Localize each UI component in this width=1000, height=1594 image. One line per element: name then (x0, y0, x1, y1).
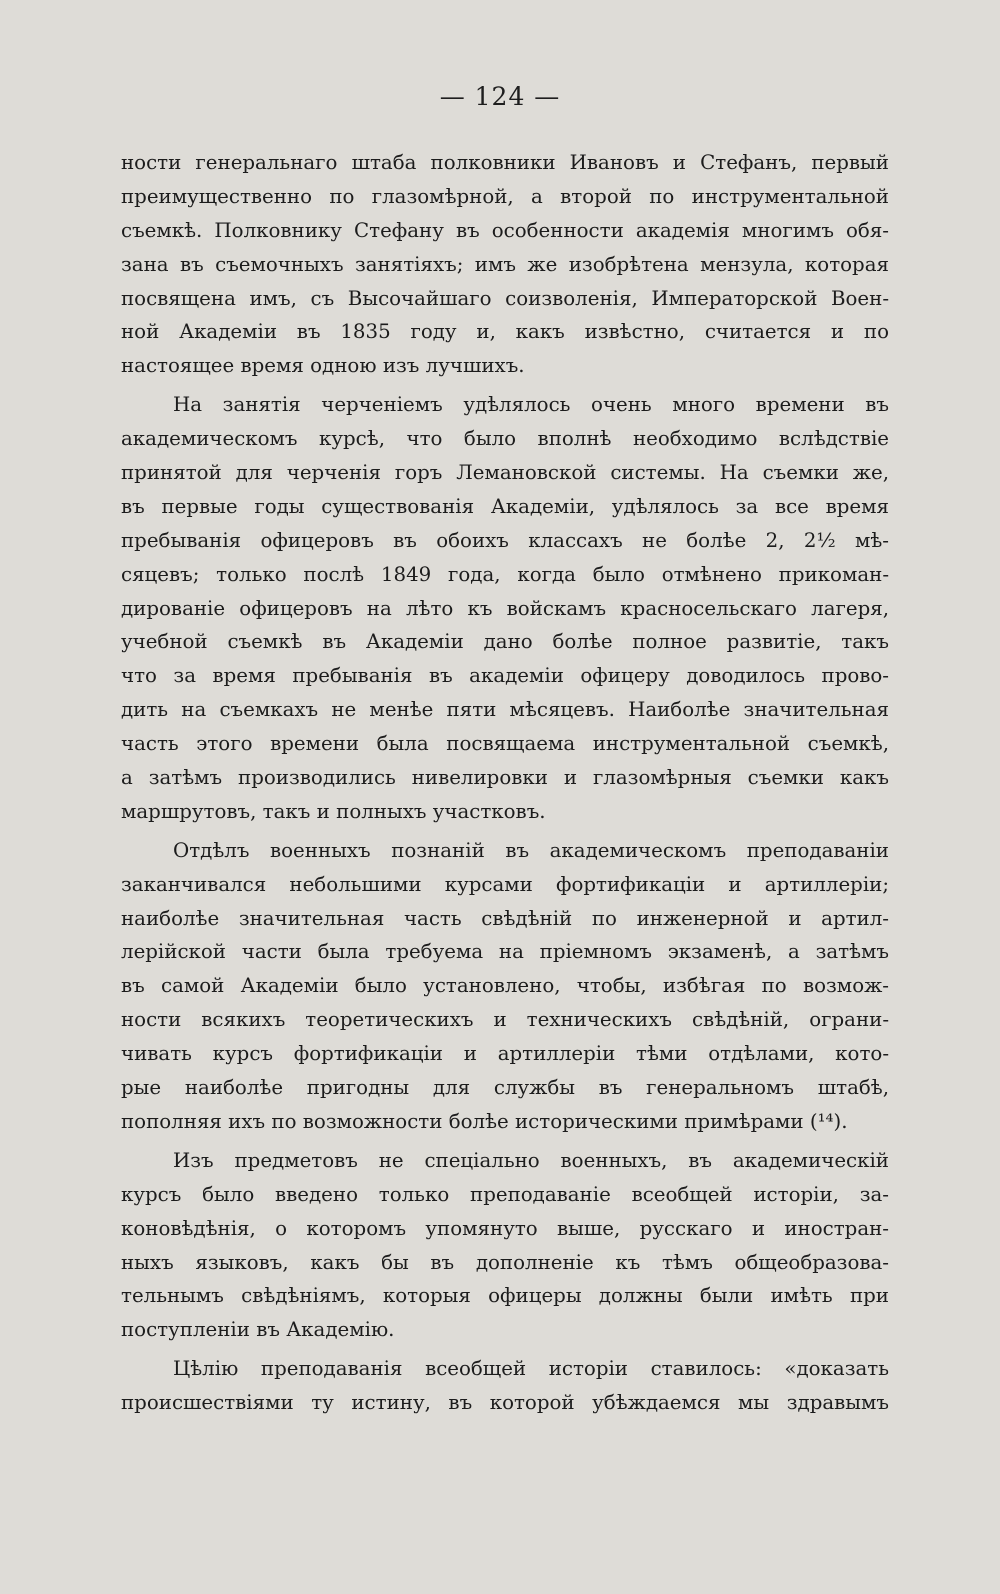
text-line: заканчивался небольшими курсами фортификаціи и артиллеріи; (121, 872, 889, 896)
text-line: принятой для черченія горъ Лемановской системы. На съемки же, (121, 461, 889, 485)
body-text (121, 146, 889, 1420)
text-line: Отдѣлъ военныхъ познаній въ академическомъ преподаваніи (173, 838, 889, 862)
text-line: маршрутовъ, такъ и полныхъ участковъ. (121, 799, 546, 823)
text-line: чивать курсъ фортификаціи и артиллеріи тѣми отдѣлами, кото- (121, 1042, 889, 1066)
text-line: На занятія черченіемъ удѣлялось очень много времени въ (173, 393, 889, 417)
text-line: ности всякихъ теоретическихъ и техническихъ свѣдѣній, ограни- (121, 1008, 889, 1032)
text-line: ности генеральнаго штаба полковники Ивановъ и Стефанъ, первый (121, 151, 889, 174)
text-line: въ первые годы существованія Академіи, удѣлялось за все время (121, 494, 889, 518)
text-line: Изъ предметовъ не спеціально военныхъ, въ академическій (173, 1148, 889, 1172)
paragraph (121, 388, 889, 829)
text-line: сяцевъ; только послѣ 1849 года, когда было отмѣнено прикоман- (121, 562, 889, 586)
text-line: съемкѣ. Полковнику Стефану въ особенности академія многимъ обя- (121, 218, 889, 242)
text-line: настоящее время одною изъ лучшихъ. (121, 354, 525, 378)
page-number: — 124 — (439, 82, 561, 111)
text-line: лерійской части была требуема на пріемномъ экзаменѣ, а затѣмъ (121, 940, 889, 964)
text-line: что за время пребыванія въ академіи офицеру доводилось прово- (121, 664, 889, 688)
text-line: курсъ было введено только преподаваніе всеобщей исторіи, за- (121, 1182, 889, 1206)
text-line: ной Академіи въ 1835 году и, какъ извѣстно, считается и по (121, 320, 889, 344)
text-line: а затѣмъ производились нивелировки и глазомѣрныя съемки какъ (121, 766, 889, 790)
text-line: тельнымъ свѣдѣніямъ, которыя офицеры должны были имѣть при (121, 1284, 889, 1308)
paragraph (121, 1352, 889, 1420)
text-line: происшествіями ту истину, въ которой убѣждаемся мы здравымъ (121, 1391, 889, 1415)
paragraph (121, 146, 889, 383)
text-line: пребыванія офицеровъ въ обоихъ классахъ не болѣе 2, 2½ мѣ- (121, 528, 889, 552)
text-line: ныхъ языковъ, какъ бы въ дополненіе къ тѣмъ общеобразова- (121, 1250, 889, 1274)
text-line: въ самой Академіи было установлено, чтобы, избѣгая по возмож- (121, 974, 889, 998)
text-line: поступленіи въ Академію. (121, 1318, 395, 1342)
text-line: наиболѣе значительная часть свѣдѣній по инженерной и артил- (121, 906, 889, 930)
text-line: преимущественно по глазомѣрной, а второй по инструментальной (121, 184, 889, 208)
text-line: зана въ съемочныхъ занятіяхъ; имъ же изобрѣтена мензула, которая (121, 252, 889, 276)
paragraph (121, 1144, 889, 1347)
text-line: коновѣдѣнія, о которомъ упомянуто выше, русскаго и иностран- (121, 1216, 889, 1240)
text-line: часть этого времени была посвящаема инструментальной съемкѣ, (121, 732, 889, 756)
text-line: посвящена имъ, съ Высочайшаго соизволенія, Императорской Воен- (121, 286, 889, 310)
text-line: пополняя ихъ по возможности болѣе историческими примѣрами (¹⁴). (121, 1109, 848, 1133)
text-line: учебной съемкѣ въ Академіи дано болѣе полное развитіе, такъ (121, 630, 889, 654)
text-line: академическомъ курсѣ, что было вполнѣ необходимо вслѣдствіе (121, 427, 889, 451)
paragraph (121, 834, 889, 1139)
text-line: дить на съемкахъ не менѣе пяти мѣсяцевъ. Наиболѣе значительная (121, 698, 889, 722)
text-line: Цѣлію преподаванія всеобщей исторіи ставилось: «доказать (173, 1357, 889, 1381)
text-line: дированіе офицеровъ на лѣто къ войскамъ красносельскаго лагеря, (121, 596, 889, 620)
text-line: рые наиболѣе пригодны для службы въ генеральномъ штабѣ, (121, 1076, 889, 1100)
